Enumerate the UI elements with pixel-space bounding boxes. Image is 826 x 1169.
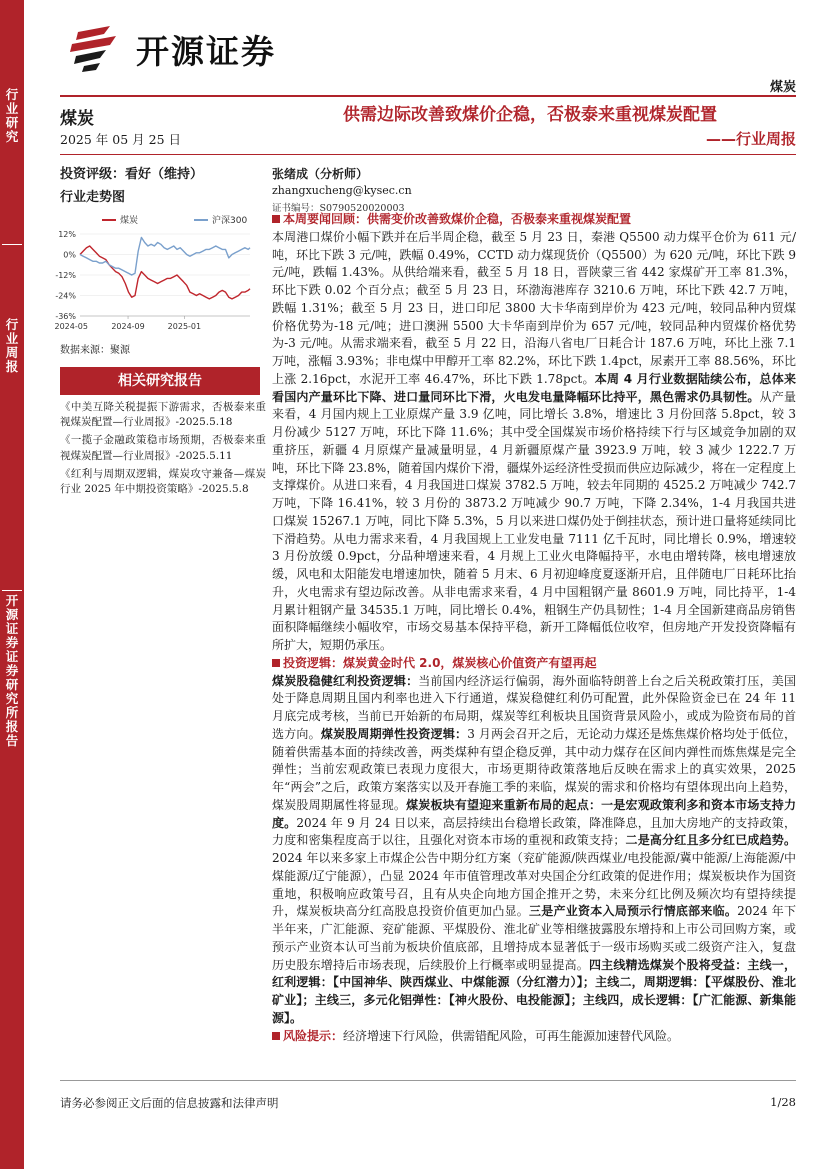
report-body bbox=[272, 211, 796, 1045]
analyst-cert: 证书编号：S0790520020003 bbox=[272, 203, 405, 214]
body-bold-text: 二是高分红且多分红已成趋势。 bbox=[625, 833, 796, 848]
trend-chart-title: 行业走势图 bbox=[60, 190, 126, 205]
y-tick-label: 0% bbox=[63, 250, 76, 260]
body-bold-text: 四主线精选煤炭个股将受益：主线一，红利逻辑：【中国神华、陕西煤业、中煤能源（分红潜力）】；主线二，周期逻辑：【平煤股份、淮北矿业】；主线三，多元化铝弹性：【神火股份、电投能源】；主线四，成长逻辑：【广汇能源、新集能源】。 bbox=[272, 957, 796, 1025]
x-tick-label: 2024-09 bbox=[111, 322, 145, 331]
body-text: 当前国内经济运行偏弱，海外面临特朗普上台之后关税政策打压，美国处于降息周期且国内利率也进入下行通道，煤炭稳健红利仍可配置，此外保险资金已在 24 年 11 月底完成考核，当前已开始新的布局期，煤炭等红利板块且国资背景风险小，或成为险资布局的首选方向。 bbox=[272, 673, 796, 741]
page-number: 1/28 bbox=[770, 1095, 796, 1109]
sidebar-divider bbox=[2, 590, 22, 591]
paragraph-weekly-review bbox=[272, 229, 796, 655]
report-subtitle: ——行业周报 bbox=[705, 130, 796, 148]
square-bullet-icon bbox=[272, 215, 280, 223]
sidebar-divider bbox=[2, 244, 22, 245]
related-report-item[interactable]: 《一揽子金融政策稳市场预期，否极泰来重视煤炭配置—行业周报》-2025.5.11 bbox=[60, 434, 266, 462]
y-tick-label: -24% bbox=[55, 291, 76, 301]
y-tick-label: -12% bbox=[55, 271, 76, 280]
body-text: 2024 年下半年来，广汇能源、兖矿能源、平煤股份、淮北矿业等相继披露股东增持和上市公司回购方案，或预示产业资本认可当前为板块价值底部，且增持成本显著低于一级市场购买或二级资产注入，复盘历史股东增持后市场表现，后续股价上行概率或明显提高。 bbox=[272, 904, 796, 972]
footer-disclaimer: 请务必参阅正文后面的信息披露和法律声明 bbox=[60, 1096, 279, 1110]
related-reports-list bbox=[60, 400, 266, 500]
body-bold-text: 煤炭板块有望迎来重新布局的起点：一是宏观政策利多和资本市场支持力度。 bbox=[272, 797, 796, 830]
brand-logo bbox=[70, 26, 276, 72]
header-rule bbox=[60, 95, 796, 97]
section-heading-investment-logic bbox=[272, 655, 796, 673]
body-text: 从产量来看，4 月国内规上工业原煤产量 3.9 亿吨，同比增长 3.8%，增速比 3 月份回落 5.8pct，较 3 月份减少 5127 万吨，环比下降 11.6%；其中受全国煤炭市场价格持续下行与区域竞争加剧的双重挤压，新疆 4 月原煤产量减量明显，4 月新疆原煤产量 3923.9 万吨，较 3 减少 1222.7 万吨，环比下降 23.8%，随着国内煤价下滑，疆煤外运经济性受损而供应边际减少，将在一定程度上支撑煤价。从进口来看，4 月我国进口煤炭 3782.5 万吨，较去年同期的 4525.2 万吨减少 742.7 万吨，下降 16.41%，较 3 月份的 3873.2 万吨减少 90.7 万吨，下降 2.34%，1-4 月我国共进口煤炭 15267.1 万吨，同比下降 5.3%，5 月以来进口煤仍处于倒挂状态，预计进口量将延续同比下滑趋势。从电力需求来看，4 月我国规上工业发电量 7111 亿千瓦时，同比增长 0.9%，增速较 3 月份放缓 0.9pct，分品种增速来看，4 月规上工业火电降幅持平，水电由增转降，核电增速放缓，风电和太阳能发电增速加快，随着 5 月末、6 月初迎峰度夏逐渐开启，且伴随电厂日耗环比抬升，火电需求有望边际改善。从非电需求来看，4 月中国粗钢产量 8601.9 万吨，同比持平，1-4 月累计粗钢产量 34535.1 万吨，同比增长 0.4%，粗钢生产仍具韧性；1-4 月全国新建商品房销售面积降幅继续小幅收窄，市场交易基本保持平稳，新开工降幅低位收窄，但房地产开发投资降幅有所扩大，短期仍承压。 bbox=[272, 389, 796, 652]
paragraph-investment-logic bbox=[272, 673, 796, 1028]
analyst-name: 张绪成（分析师） bbox=[272, 167, 369, 181]
series-line bbox=[80, 237, 250, 275]
title-rule bbox=[60, 154, 796, 155]
report-title: 供需边际改善致煤价企稳，否极泰来重视煤炭配置 bbox=[343, 105, 717, 125]
x-tick-label: 2025-01 bbox=[167, 322, 202, 331]
industry-trend-chart bbox=[40, 212, 262, 336]
sidebar-label-industry-research: 行业研究 bbox=[5, 87, 19, 144]
investment-rating: 投资评级：看好（维持） bbox=[60, 167, 204, 182]
trend-chart-svg bbox=[40, 212, 262, 336]
related-reports-title: 相关研究报告 bbox=[60, 367, 260, 395]
x-tick-label: 2024-05 bbox=[54, 322, 88, 331]
section-heading-text: 本周要闻回顾：供需变价改善致煤价企稳，否极泰来重视煤炭配置 bbox=[283, 212, 632, 226]
section-heading-risk bbox=[272, 1029, 343, 1043]
square-bullet-icon bbox=[272, 1032, 280, 1040]
section-heading-text: 投资逻辑：煤炭黄金时代 2.0，煤炭核心价值资产有望再起 bbox=[283, 655, 597, 670]
footer-rule bbox=[60, 1080, 796, 1081]
sidebar bbox=[0, 0, 24, 1169]
series-line bbox=[80, 246, 250, 299]
related-report-item[interactable]: 《中美互降关税提振下游需求，否极泰来重视煤炭配置—行业周报》-2025.5.18 bbox=[60, 401, 266, 429]
body-bold-text: 煤炭股周期弹性投资逻辑： bbox=[320, 726, 468, 741]
section-heading-text: 风险提示： bbox=[283, 1028, 344, 1043]
paragraph-risk bbox=[272, 1028, 796, 1046]
y-tick-label: 12% bbox=[58, 230, 76, 239]
body-bold-text: 煤炭股稳健红利投资逻辑： bbox=[272, 673, 419, 688]
body-text: 3 月两会召开之后，无论动力煤还是炼焦煤价格均处于低位，随着供需基本面的持续改善，两类煤种有望企稳反弹，其中动力煤存在区间内弹性而炼焦煤是完全弹性；当前宏观政策已表现力度很大，市场更期待政策落地后反映在需求上的真实效果，2025 年“两会”之后，政策方案落实以及开春施工季的来临，煤炭的需求和价格均有望体现出向上趋势，煤炭股周期属性将显现。 bbox=[272, 726, 796, 812]
sidebar-label-weekly: 行业周报 bbox=[5, 317, 19, 374]
industry-name: 煤炭 bbox=[60, 109, 94, 129]
publish-date: 2025 年 05 月 25 日 bbox=[60, 132, 181, 147]
body-text: 2024 年以来多家上市煤企公告中期分红方案（兖矿能源/陕西煤业/电投能源/冀中能源/上海能源/中煤能源/辽宁能源），凸显 2024 年市值管理改革对央国企分红政策的促进作用；煤炭板块作为国资重地，积极响应政策号召，且有从央企向地方国企推开之势，未来分红比例及频次均有望持续提升，煤炭板块高分红高股息投资价值更加凸显。 bbox=[272, 851, 796, 919]
logo-mark-icon bbox=[70, 26, 128, 72]
section-heading-weekly-review bbox=[272, 211, 796, 229]
sidebar-label-institute: 开源证券证券研究所报告 bbox=[5, 593, 19, 748]
legend-label: 煤炭 bbox=[120, 216, 139, 226]
logo-text: 开源证券 bbox=[136, 31, 276, 71]
analyst-email[interactable]: zhangxucheng@kysec.cn bbox=[272, 184, 412, 197]
legend-label: 沪深300 bbox=[212, 216, 248, 226]
body-text: 本周港口煤价小幅下跌并在后半周企稳，截至 5 月 23 日，秦港 Q5500 动力煤平仓价为 611 元/吨，环比下跌 3 元/吨，跌幅 0.49%，CCTD 动力煤现货价（Q5500）为 620 元/吨，环比下跌 9 元/吨，跌幅 1.43%。从供给端来看，截至 5 月 18 日，晋陕蒙三省 442 家煤矿开工率 81.3%，环比下跌 0.02 个百分点；截至 5 月 23 日，环渤海港库存 3210.6 万吨，环比下跌 42.7 万吨，跌幅 1.31%；截至 5 月 23 日，进口印尼 3800 大卡华南到岸价为 423 元/吨，较同品种内贸煤价格优势为-18 元/吨；进口澳洲 5500 大卡华南到岸价为 657 元/吨，较同品种内贸煤价格优势为-3 元/吨。从需求端来看，截至 5 月 22 日，沿海八省电厂日耗合计 187.6 万吨，环比上涨 7.1 万吨，涨幅 3.93%；非电煤中甲醇开工率 82.2%，环比下跌 1.4pct，尿素开工率 88.56%，环比上涨 2.16pct，水泥开工率 46.47%，环比下跌 1.78pct。 bbox=[272, 229, 796, 386]
body-bold-text: 三是产业资本入局预示行情底部来临。 bbox=[529, 904, 738, 919]
body-text: 2024 年 9 月 24 日以来，高层持续出台稳增长政策，降准降息，且加大房地产的支持政策，力度和密集程度高于以往，且强化对资本市场的重视和政策支持； bbox=[272, 815, 796, 848]
y-tick-label: -36% bbox=[55, 312, 76, 321]
body-text: 经济增速下行风险，供需错配风险，可再生能源加速替代风险。 bbox=[343, 1028, 680, 1043]
related-report-item[interactable]: 《红利与周期双逻辑，煤炭攻守兼备—煤炭行业 2025 年中期投资策略》-2025.5.8 bbox=[60, 467, 266, 496]
body-bold-text: 本周 4 月行业数据陆续公布，总体来看国内产量环比下降、进口量同环比下滑，火电发电量降幅环比持平，黑色需求仍具韧性。 bbox=[272, 371, 796, 404]
header-category: 煤炭 bbox=[769, 80, 796, 95]
square-bullet-icon bbox=[272, 659, 280, 667]
data-source: 数据来源：聚源 bbox=[60, 345, 130, 356]
